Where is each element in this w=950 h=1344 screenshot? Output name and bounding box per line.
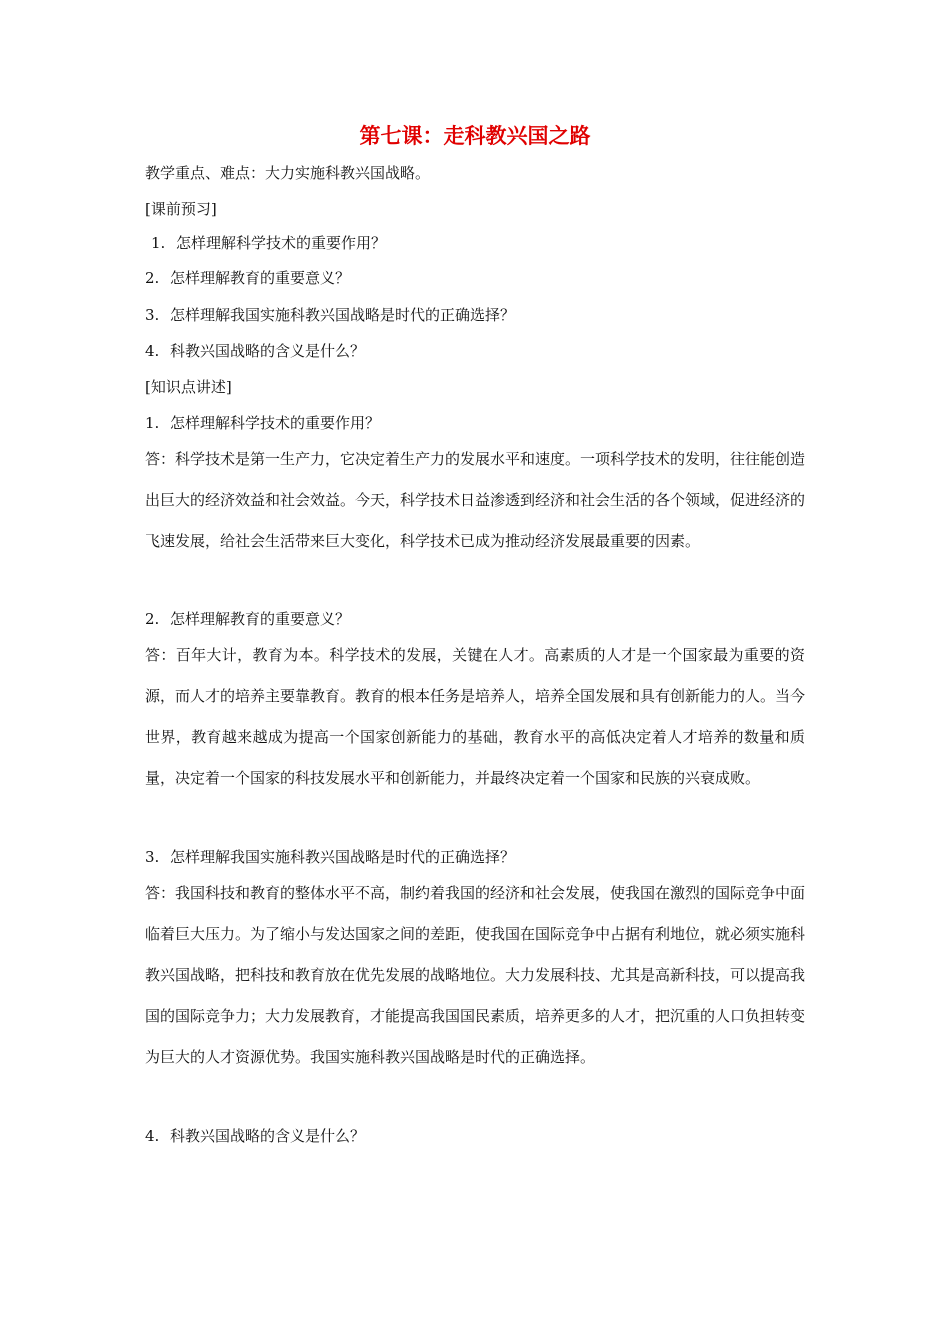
question-number: 4. xyxy=(145,1127,160,1145)
question-text: 科教兴国战略的含义是什么？ xyxy=(170,342,366,360)
question-text: 怎样理解我国实施科教兴国战略是时代的正确选择？ xyxy=(170,306,516,324)
question-text: 怎样理解教育的重要意义？ xyxy=(170,269,351,287)
preview-question xyxy=(145,305,515,325)
lecture-question xyxy=(145,1126,365,1146)
preview-question xyxy=(145,341,365,361)
question-text: 怎样理解我国实施科教兴国战略是时代的正确选择？ xyxy=(170,848,516,866)
question-number: 3. xyxy=(145,306,160,324)
question-text: 怎样理解教育的重要意义？ xyxy=(170,610,351,628)
page-title: 第七课：走科教兴国之路 xyxy=(359,124,591,148)
question-number: 2. xyxy=(145,269,160,287)
preview-question xyxy=(151,233,386,253)
lecture-heading: [知识点讲述] xyxy=(145,378,232,396)
question-text: 怎样理解科学技术的重要作用？ xyxy=(176,234,387,252)
preview-heading: [课前预习] xyxy=(145,200,217,218)
key-points: 教学重点、难点：大力实施科教兴国战略。 xyxy=(145,164,431,182)
question-number: 3. xyxy=(145,848,160,866)
lecture-answer: 答：百年大计，教育为本。科学技术的发展，关键在人才。高素质的人才是一个国家最为重要的资源，而人才的培养主要靠教育。教育的根本任务是培养人，培养全国发展和具有创新能力的人。当今世界，教育越来越成为提高一个国家创新能力的基础，教育水平的高低决定着人才培养的数量和质量，决定着一个国家的科技发展水平和创新能力，并最终决定着一个国家和民族的兴衰成败。 xyxy=(145,646,806,787)
lecture-answer: 答：科学技术是第一生产力，它决定着生产力的发展水平和速度。一项科学技术的发明，往往能创造出巨大的经济效益和社会效益。今天，科学技术日益渗透到经济和社会生活的各个领域，促进经济的飞速发展，给社会生活带来巨大变化，科学技术已成为推动经济发展最重要的因素。 xyxy=(145,450,806,550)
question-number: 1. xyxy=(151,234,166,252)
lecture-answer: 答：我国科技和教育的整体水平不高，制约着我国的经济和社会发展，使我国在激烈的国际竞争中面临着巨大压力。为了缩小与发达国家之间的差距，使我国在国际竞争中占据有利地位，就必须实施科教兴国战略，把科技和教育放在优先发展的战略地位。大力发展科技、尤其是高新科技，可以提高我国的国际竞争力；大力发展教育，才能提高我国国民素质，培养更多的人才，把沉重的人口负担转变为巨大的人才资源优势。我国实施科教兴国战略是时代的正确选择。 xyxy=(145,884,806,1066)
question-number: 2. xyxy=(145,610,160,628)
question-number: 4. xyxy=(145,342,160,360)
question-text: 怎样理解科学技术的重要作用？ xyxy=(170,414,381,432)
preview-question xyxy=(145,268,350,288)
question-number: 1. xyxy=(145,414,160,432)
lecture-question xyxy=(145,847,515,867)
lecture-question xyxy=(145,413,380,433)
lecture-question xyxy=(145,609,350,629)
question-text: 科教兴国战略的含义是什么？ xyxy=(170,1127,366,1145)
